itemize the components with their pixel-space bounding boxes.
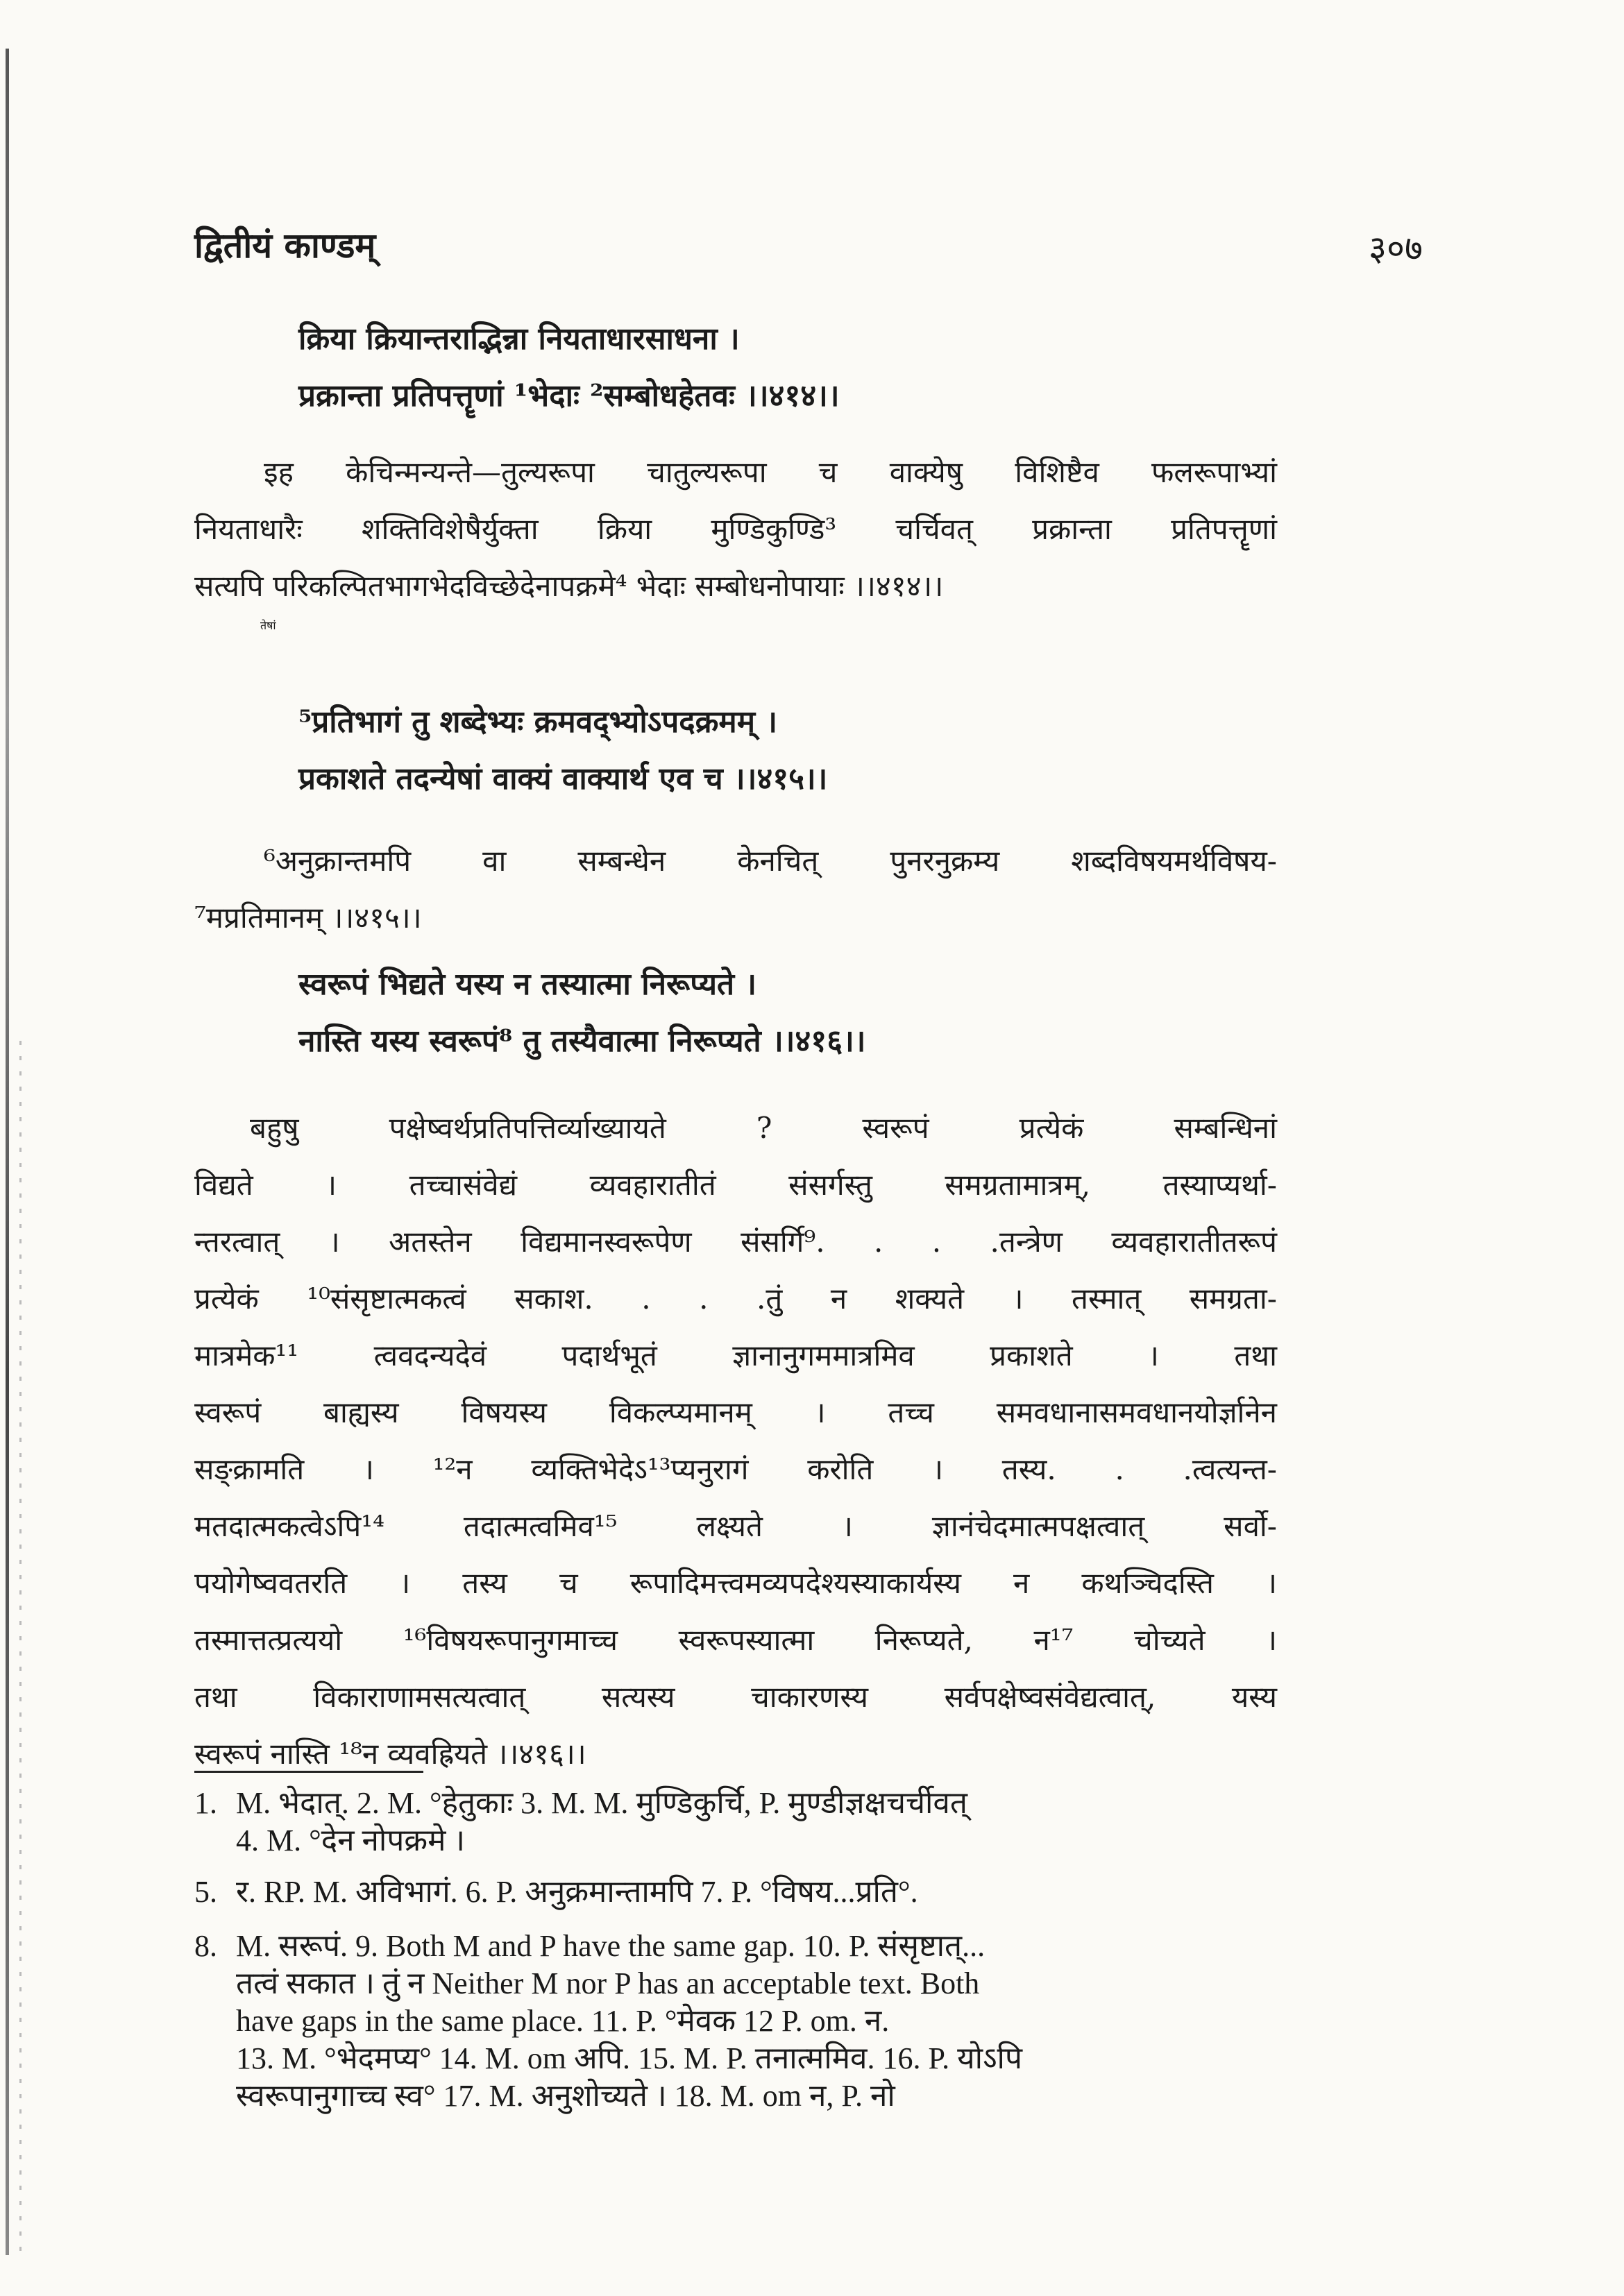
verse-415: [194, 694, 1277, 808]
commentary-line: प्रत्येकं ¹⁰संसृष्टात्मकत्वं सकाश. . . .तुं न शक्यते । तस्मात् समग्रता-: [194, 1282, 1277, 1316]
footnote-line: तत्वं सकात । तुं न Neither M nor P has an acceptable text. Both: [236, 1966, 980, 2000]
footnote-line: 4. M. °देन नोपक्रमे ।: [236, 1823, 466, 1857]
tesham-line: तेषां: [260, 619, 276, 632]
commentary-line: तथा विकाराणामसत्यत्वात् सत्यस्य चाकारणस्य सर्वपक्षेष्वसंवेद्यत्वात्, यस्य: [194, 1680, 1277, 1714]
footnote-line: र. RP. M. अविभागं. 6. P. अनुक्रमान्तामपि 7. P. °विषय...प्रति°.: [236, 1875, 918, 1909]
commentary-line: सङ्क्रामति । ¹²न व्यक्तिभेदेऽ¹³प्यनुरागं करोति । तस्य. . .त्वत्यन्त-: [194, 1452, 1277, 1486]
footnote-line: have gaps in the same place. 11. P. °मेवक 12 P. om. न.: [236, 2004, 890, 2038]
commentary-line: तस्मात्तत्प्रत्ययो ¹⁶विषयरूपानुगमाच्च स्वरूपस्यात्मा निरूप्यते, न¹⁷ चोच्यते ।: [194, 1623, 1277, 1657]
verse-line: नास्ति यस्य स्वरूपं⁸ तु तस्यैवात्मा निरूप्यते ।।४१६।।: [298, 1023, 866, 1059]
verse-line: प्रक्रान्ता प्रतिपत्तॄणां ¹भेदाः ²सम्बोधहेतवः ।।४१४।।: [298, 378, 840, 414]
page-edge-marks: [19, 1041, 22, 2262]
page-edge-shadow: [6, 49, 9, 2255]
footnote-line: M. सरूपं. 9. Both M and P have the same gap. 10. P. संसृष्टात्...: [236, 1929, 986, 1963]
verse-line: क्रिया क्रियान्तराद्भिन्ना नियताधारसाधना ।: [298, 321, 740, 357]
commentary-line: ⁶अनुक्रान्तमपि वा सम्बन्धेन केनचित् पुनरनुक्रम्य शब्दविषयमर्थविषय-: [264, 844, 1277, 878]
commentary-line: न्तरत्वात् । अतस्तेन विद्यमानस्वरूपेण संसर्गि⁹. . . .तन्त्रेण व्यवहारातीतरूपं: [194, 1225, 1277, 1259]
commentary-line: स्वरूपं नास्ति ¹⁸न व्यवह्रियते ।।४१६।।: [194, 1737, 586, 1771]
verse-line: प्रकाशते तदन्येषां वाक्यं वाक्यार्थ एव च ।।४१५।।: [298, 761, 828, 797]
footnote-line: स्वरूपानुगाच्च स्व° 17. M. अनुशोच्यते । 18. M. om न, P. नो: [236, 2079, 895, 2113]
commentary-line: स्वरूपं बाह्यस्य विषयस्य विकल्प्यमानम् । तच्च समवधानासमवधानयोर्ज्ञानेन: [194, 1395, 1277, 1429]
verse-line: ⁵प्रतिभागं तु शब्देभ्यः क्रमवद्भ्योऽपदक्रमम् ।: [298, 704, 778, 740]
verse-416: [194, 956, 1277, 1070]
footnote-line: M. भेदात्. 2. M. °हेतुकाः 3. M. M. मुण्डिकुर्चि, P. मुण्डीज्ञक्षचर्चीवत्: [236, 1786, 967, 1820]
footnote-rule: [194, 1771, 423, 1773]
footnote-number: 5.: [194, 1875, 217, 1909]
commentary-line: ⁷मप्रतिमानम् ।।४१५।।: [194, 901, 422, 935]
commentary-line: मात्रमेक¹¹ त्ववदन्यदेवं पदार्थभूतं ज्ञानानुगममात्रमिव प्रकाशते । तथा: [194, 1338, 1277, 1372]
page-number: ३०७: [1369, 228, 1423, 269]
commentary-line: पयोगेष्ववतरति । तस्य च रूपादिमत्त्वमव्यपदेश्यस्याकार्यस्य न कथञ्चिदस्ति ।: [194, 1566, 1277, 1600]
commentary-416: [194, 1100, 1277, 1783]
footnote-block-8: [194, 1928, 1277, 2115]
running-head: द्वितीयं काण्डम्: [194, 225, 376, 266]
footnote-number: 1.: [194, 1786, 217, 1820]
commentary-line: बहुषु पक्षेष्वर्थप्रतिपत्तिर्व्याख्यायते ? स्वरूपं प्रत्येकं सम्बन्धिनां: [250, 1111, 1277, 1145]
footnote-block-1: [194, 1785, 1277, 1860]
commentary-line: सत्यपि परिकल्पितभागभेदविच्छेदेनापक्रमे⁴ भेदाः सम्बोधनोपायाः ।।४१४।।: [194, 569, 944, 603]
commentary-line: मतदात्मकत्वेऽपि¹⁴ तदात्मत्वमिव¹⁵ लक्ष्यते । ज्ञानंचेदमात्मपक्षत्वात् सर्वो-: [194, 1509, 1277, 1543]
verse-line: स्वरूपं भिद्यते यस्य न तस्यात्मा निरूप्यते ।: [298, 967, 757, 1002]
footnote-line: 13. M. °भेदमप्य° 14. M. om अपि. 15. M. P. तनात्ममिव. 16. P. योऽपि: [236, 2041, 1022, 2075]
commentary-line: नियताधारैः शक्तिविशेषैर्युक्ता क्रिया मुण्डिकुण्डि³ चर्चिवत् प्रक्रान्ता प्रतिपत्तॄणां: [194, 512, 1277, 546]
commentary-line: इह केचिन्मन्यन्ते—तुल्यरूपा चातुल्यरूपा च वाक्येषु विशिष्टैव फलरूपाभ्यां: [264, 455, 1277, 489]
footnote-block-5: [194, 1873, 1277, 1911]
commentary-414: [194, 444, 1277, 615]
verse-414: [194, 311, 1277, 425]
commentary-line: विद्यते । तच्चासंवेद्यं व्यवहारातीतं संसर्गस्तु समग्रतामात्रम्, तस्याप्यर्था-: [194, 1168, 1277, 1202]
commentary-415: [194, 833, 1277, 946]
footnote-number: 8.: [194, 1929, 217, 1963]
